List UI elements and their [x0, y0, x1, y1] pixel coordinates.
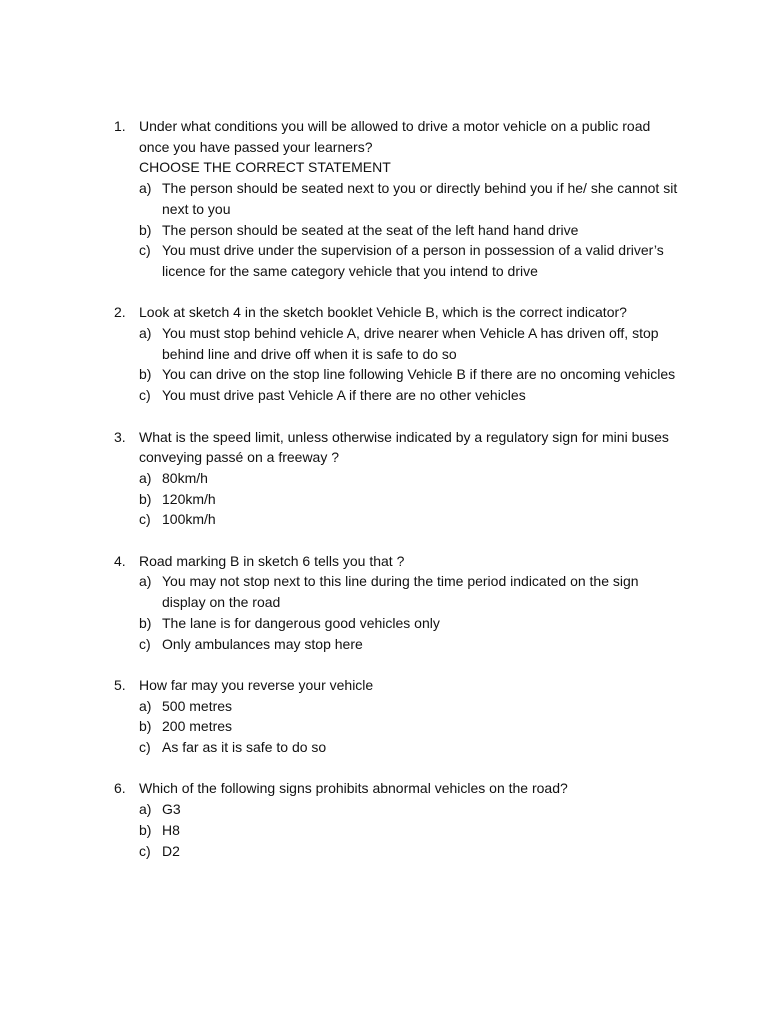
question-item — [114, 427, 684, 531]
option-text: 500 metres — [162, 697, 233, 714]
question-text: Which of the following signs prohibits abnormal vehicles on the road? — [139, 780, 568, 797]
question-header — [114, 778, 684, 799]
option-letter: c) — [139, 387, 151, 404]
answer-options — [114, 323, 684, 406]
question-header — [114, 116, 684, 178]
answer-option — [139, 468, 684, 489]
question-text: Look at sketch 4 in the sketch booklet Vehicle B, which is the correct indicator? — [139, 304, 627, 321]
question-item — [114, 675, 684, 758]
option-text: 100km/h — [162, 511, 216, 528]
option-letter: c) — [139, 242, 151, 259]
option-letter: b) — [139, 614, 152, 631]
question-number: 4. — [114, 552, 126, 569]
option-letter: a) — [139, 469, 152, 486]
option-text: 120km/h — [162, 490, 216, 507]
question-number: 1. — [114, 118, 126, 134]
answer-option — [139, 696, 684, 717]
question-item — [114, 778, 684, 861]
question-header — [114, 302, 684, 323]
question-text: What is the speed limit, unless otherwise indicated by a regulatory sign for mini buses conveying passé on a freeway ? — [139, 428, 669, 466]
question-header — [114, 551, 684, 572]
question-body — [139, 778, 684, 799]
option-text: D2 — [162, 842, 180, 859]
option-text: You can drive on the stop line following Vehicle B if there are no oncoming vehicles — [162, 366, 676, 383]
answer-option — [139, 323, 684, 364]
question-number: 3. — [114, 428, 126, 445]
question-body — [139, 302, 684, 323]
option-text: As far as it is safe to do so — [162, 739, 327, 756]
option-text: The person should be seated next to you or directly behind you if he/ she cannot sit next to you — [162, 180, 678, 217]
option-letter: a) — [139, 325, 152, 342]
option-letter: c) — [139, 739, 151, 756]
answer-options — [114, 571, 684, 654]
option-letter: a) — [139, 180, 152, 197]
option-letter: b) — [139, 221, 152, 238]
answer-options — [114, 178, 684, 282]
question-item — [114, 551, 684, 655]
question-number: 6. — [114, 780, 126, 797]
answer-option — [139, 716, 684, 737]
question-instruction: CHOOSE THE CORRECT STATEMENT — [139, 159, 391, 176]
option-text: G3 — [162, 801, 181, 818]
option-letter: a) — [139, 801, 152, 818]
option-text: 200 metres — [162, 718, 233, 735]
answer-option — [139, 737, 684, 758]
option-text: You must drive under the supervision of a person in possession of a valid driver’s licence for the same category vehicle that you intend to drive — [162, 242, 664, 279]
question-item — [114, 302, 684, 406]
option-letter: a) — [139, 697, 152, 714]
answer-option — [139, 240, 684, 281]
option-letter: c) — [139, 635, 151, 652]
answer-option — [139, 364, 684, 385]
option-text: You must drive past Vehicle A if there are no other vehicles — [162, 387, 526, 404]
option-letter: c) — [139, 511, 151, 528]
answer-option — [139, 841, 684, 862]
option-letter: c) — [139, 842, 151, 859]
answer-option — [139, 820, 684, 841]
option-text: The lane is for dangerous good vehicles only — [162, 614, 440, 631]
option-text: H8 — [162, 821, 180, 838]
question-number: 5. — [114, 676, 126, 693]
option-text: 80km/h — [162, 469, 208, 486]
answer-option — [139, 220, 684, 241]
answer-options — [114, 468, 684, 530]
answer-option — [139, 634, 684, 655]
question-body — [139, 551, 684, 572]
option-text: The person should be seated at the seat of the left hand hand drive — [162, 221, 579, 238]
question-text: Road marking B in sketch 6 tells you that ? — [139, 552, 405, 569]
question-header — [114, 675, 684, 696]
option-letter: a) — [139, 573, 152, 590]
option-letter: b) — [139, 490, 152, 507]
question-header — [114, 427, 684, 468]
answer-option — [139, 509, 684, 530]
answer-option — [139, 613, 684, 634]
option-letter: b) — [139, 366, 152, 383]
question-number: 2. — [114, 304, 126, 321]
answer-option — [139, 571, 684, 612]
answer-option — [139, 178, 684, 219]
question-text: How far may you reverse your vehicle — [139, 676, 374, 693]
answer-option — [139, 799, 684, 820]
question-body — [139, 427, 684, 468]
question-body — [139, 675, 684, 696]
option-text: You may not stop next to this line during the time period indicated on the sign display on the road — [162, 573, 639, 611]
question-text: Under what conditions you will be allowed to drive a motor vehicle on a public road once you have passed your learners? — [139, 118, 651, 155]
option-letter: b) — [139, 821, 152, 838]
answer-option — [139, 385, 684, 406]
answer-option — [139, 489, 684, 510]
option-letter: b) — [139, 718, 152, 735]
option-text: Only ambulances may stop here — [162, 635, 363, 652]
option-text: You must stop behind vehicle A, drive nearer when Vehicle A has driven off, stop behind line and drive off when it is safe to do so — [162, 325, 659, 362]
question-item — [114, 116, 684, 282]
question-body — [139, 116, 684, 178]
answer-options — [114, 799, 684, 861]
answer-options — [114, 696, 684, 758]
question-list — [114, 116, 684, 882]
